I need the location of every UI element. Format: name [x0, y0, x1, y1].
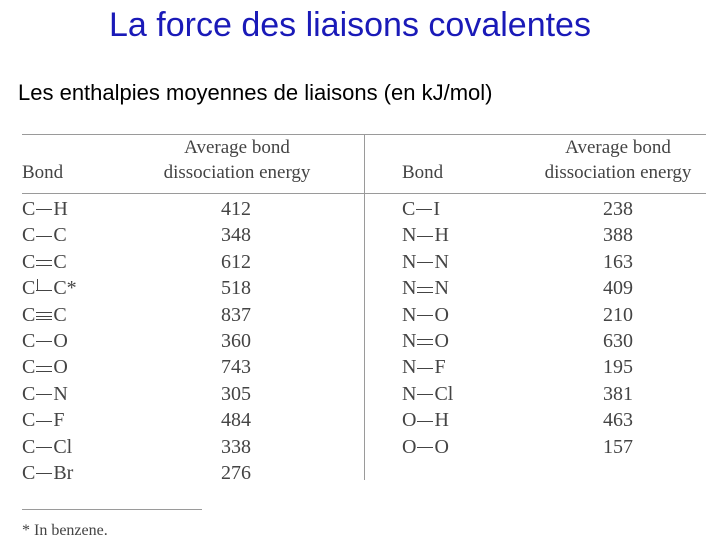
bond-atom-b: O [53, 356, 68, 379]
energy-value-left-4: 837 [221, 303, 251, 326]
header-bond-right: Bond [402, 162, 444, 183]
bond-atom-b: H [434, 409, 449, 432]
table-footnote: * In benzene. [22, 522, 108, 539]
bond-atom-a: N [402, 303, 417, 326]
header-energy-right-line1: Average bond [565, 137, 671, 158]
energy-value-left-6: 743 [221, 356, 251, 379]
bond-line-icon [417, 258, 433, 268]
bond-line-icon [417, 417, 433, 427]
bond-line-icon [36, 337, 52, 347]
bond-atom-b: O [434, 330, 449, 352]
bond-line-icon [417, 285, 433, 295]
bond-line-icon [36, 258, 52, 268]
bond-atom-a: N [402, 356, 417, 379]
bond-line-icon [36, 311, 52, 321]
energy-value-right-2: 163 [603, 250, 633, 273]
energy-value-left-10: 276 [221, 462, 251, 484]
bond-atom-a: C [22, 224, 36, 247]
bond-atom-b: C* [53, 277, 77, 300]
bond-right-8 [402, 409, 449, 432]
bond-left-1 [22, 224, 67, 247]
energy-value-right-0: 238 [603, 198, 633, 220]
bond-atom-a: C [22, 409, 36, 432]
bond-atom-b: C [53, 303, 67, 326]
bond-line-icon [36, 232, 52, 242]
bond-line-icon [36, 390, 52, 400]
bond-atom-a: C [402, 198, 416, 220]
bond-atom-a: N [402, 330, 417, 352]
header-energy-right-line2: dissociation energy [544, 162, 692, 183]
bond-atom-b: N [434, 250, 449, 273]
bond-atom-b: O [434, 435, 449, 458]
bond-atom-b: F [434, 356, 446, 379]
energy-value-right-3: 409 [603, 277, 633, 300]
energy-value-right-9: 157 [603, 435, 633, 458]
bond-atom-b: H [53, 198, 68, 220]
bond-atom-a: O [402, 409, 417, 432]
bond-atom-a: C [22, 435, 36, 458]
bond-atom-b: O [53, 330, 68, 352]
bond-atom-a: N [402, 250, 417, 273]
bond-line-icon [417, 364, 433, 374]
bond-atom-a: C [22, 198, 36, 220]
bond-atom-b: H [434, 224, 449, 247]
bond-atom-b: I [433, 198, 441, 220]
bond-atom-a: C [22, 356, 36, 379]
bond-left-8 [22, 409, 64, 432]
header-energy-left-line1: Average bond [184, 137, 290, 158]
bond-right-9 [402, 436, 449, 459]
bond-line-icon [417, 443, 433, 453]
bond-line-icon [36, 285, 52, 295]
bond-atom-a: N [402, 224, 417, 247]
bond-right-0 [402, 198, 440, 221]
bond-left-5 [22, 330, 68, 353]
energy-value-left-1: 348 [221, 224, 251, 247]
bond-atom-a: C [22, 250, 36, 273]
slide-subtitle: Les enthalpies moyennes de liaisons (en kJ/mol) [18, 80, 493, 105]
bond-line-icon [417, 337, 433, 347]
energy-value-left-5: 360 [221, 330, 251, 352]
bond-atom-b: N [434, 277, 449, 300]
bond-line-icon [417, 311, 433, 321]
bond-atom-a: C [22, 330, 36, 352]
bond-atom-b: N [53, 382, 68, 405]
energy-value-left-3: 518 [221, 277, 251, 300]
bond-line-icon [417, 232, 433, 242]
bond-right-2 [402, 251, 449, 274]
bond-atom-b: Cl [434, 382, 454, 405]
bond-left-3 [22, 277, 77, 300]
bond-left-4 [22, 304, 67, 327]
bond-right-7 [402, 383, 453, 406]
bond-right-3 [402, 277, 449, 300]
header-bond-left: Bond [22, 162, 64, 183]
energy-value-right-5: 630 [603, 330, 633, 352]
energy-value-right-1: 388 [603, 224, 633, 247]
energy-value-left-2: 612 [221, 250, 251, 273]
bond-line-icon [36, 469, 52, 479]
bond-line-icon [36, 417, 52, 427]
bond-atom-b: C [53, 250, 67, 273]
energy-value-left-8: 484 [221, 409, 251, 432]
bond-atom-a: C [22, 382, 36, 405]
bond-right-5 [402, 330, 449, 353]
energy-value-right-6: 195 [603, 356, 633, 379]
energy-value-left-7: 305 [221, 382, 251, 405]
bond-line-icon [36, 364, 52, 374]
bond-atom-b: F [53, 409, 65, 432]
bond-left-0 [22, 198, 68, 221]
energy-value-right-8: 463 [603, 409, 633, 432]
header-energy-left-line2: dissociation energy [163, 162, 311, 183]
bond-atom-b: O [434, 303, 449, 326]
energy-value-right-7: 381 [603, 382, 633, 405]
table-column-divider [364, 134, 365, 480]
energy-value-left-9: 338 [221, 435, 251, 458]
bond-left-10 [22, 462, 73, 485]
bond-atom-b: C [53, 224, 67, 247]
bond-right-6 [402, 356, 446, 379]
bond-atom-a: N [402, 382, 417, 405]
bond-atom-b: Cl [53, 435, 73, 458]
energy-value-left-0: 412 [221, 198, 251, 220]
energy-value-right-4: 210 [603, 303, 633, 326]
bond-line-icon [416, 205, 432, 215]
bond-atom-a: C [22, 277, 36, 300]
bond-left-9 [22, 436, 72, 459]
bond-line-icon [36, 443, 52, 453]
slide-title: La force des liaisons covalentes [109, 6, 591, 44]
bond-atom-b: Br [53, 462, 74, 484]
bond-atom-a: O [402, 435, 417, 458]
bond-line-icon [417, 390, 433, 400]
bond-atom-a: C [22, 303, 36, 326]
bond-atom-a: N [402, 277, 417, 300]
bond-right-4 [402, 304, 449, 327]
bond-right-1 [402, 224, 449, 247]
bond-line-icon [36, 205, 52, 215]
bond-left-7 [22, 383, 68, 406]
bond-left-6 [22, 356, 68, 379]
bond-atom-a: C [22, 462, 36, 484]
footnote-rule [22, 509, 202, 510]
bond-left-2 [22, 251, 67, 274]
